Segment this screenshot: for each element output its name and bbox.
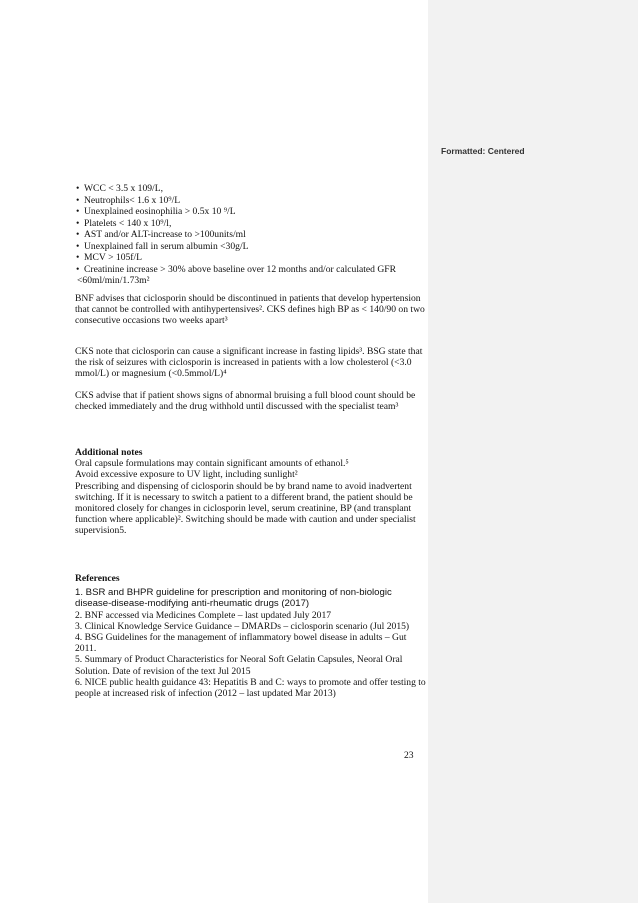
bullet-text: AST and/or ALT-increase to >100units/ml: [84, 229, 246, 240]
bullet-text: Unexplained fall in serum albumin <30g/L: [84, 240, 249, 252]
references-heading: References: [75, 573, 120, 584]
bullet-dot-icon: •: [76, 263, 80, 275]
bullet-dot-icon: •: [76, 217, 80, 229]
bullet-text: MCV > 105f/L: [84, 252, 143, 263]
reference-item: 4. BSG Guidelines for the management of inflammatory bowel disease in adults – Gut 2011.: [75, 632, 407, 655]
references-section: [75, 573, 427, 699]
reference-item: 3. Clinical Knowledge Service Guidance – DMARDs – ciclosporin scenario (Jul 2015): [75, 620, 410, 632]
monitoring-criteria: [75, 183, 427, 287]
bullet-text: Neutrophils< 1.6 x 10⁹/L: [84, 194, 181, 206]
additional-notes-section: [75, 447, 427, 537]
notes-line: Oral capsule formulations may contain significant amounts of ethanol.⁵: [75, 458, 349, 470]
bullet-dot-icon: •: [76, 206, 80, 217]
reference-item: 2. BNF accessed via Medicines Complete – last updated July 2017: [75, 609, 332, 621]
bullet-dot-icon: •: [76, 240, 80, 252]
monitoring-bullet: [75, 241, 427, 253]
cks-bruising-paragraph: CKS advise that if patient shows signs of abnormal bruising a full blood count should be checked immediately and the drug withhold until discussed with the specialist team³: [75, 390, 416, 413]
monitoring-bullet: [75, 183, 427, 195]
notes-line: Avoid excessive exposure to UV light, including sunlight²: [75, 469, 298, 481]
gfr-continuation: <60ml/min/1.73m²: [77, 275, 150, 286]
bullet-dot-icon: •: [76, 229, 80, 240]
bullet-text: Platelets < 140 x 10⁹/l,: [84, 217, 172, 229]
monitoring-bullet: [75, 252, 427, 264]
notes-line: Prescribing and dispensing of ciclosporin should be by brand name to avoid inadvertent switching. If it is necessary to switch a patient to a different brand, the patient should be monitored closely for changes in ciclosporin level, serum creatinine, BP (and transplant function where applicable)². Switching should be made with caution and under specialist supervision5.: [75, 480, 416, 537]
bnf-paragraph: BNF advises that ciclosporin should be discontinued in patients that develop hypertension that cannot be controlled with antihypertensives². CKS defines high BP as < 140/90 on two consecutive occasions two weeks apart³: [75, 293, 425, 327]
monitoring-bullet: [75, 264, 427, 276]
comments-sidebar: [428, 0, 638, 903]
additional-notes-heading: Additional notes: [75, 447, 143, 458]
reference-item: 1. BSR and BHPR guideline for prescription and monitoring of non-biologic disease-disease-modifying anti-rheumatic drugs (2017): [75, 587, 392, 610]
monitoring-bullet: [75, 206, 427, 218]
bullet-dot-icon: •: [76, 252, 80, 263]
monitoring-bullet: [75, 229, 427, 241]
bullet-text: WCC < 3.5 x 109/L,: [84, 183, 163, 194]
bullet-dot-icon: •: [76, 194, 80, 206]
bullet-text: Creatinine increase > 30% above baseline over 12 months and/or calculated GFR: [84, 263, 397, 275]
formatting-comment: Formatted: Centered: [441, 146, 525, 156]
monitoring-bullet: [75, 195, 427, 207]
reference-item: 5. Summary of Product Characteristics for Neoral Soft Gelatin Capsules, Neoral Oral Solution. Date of revision of the text Jul 2015: [75, 654, 403, 677]
reference-item: 6. NICE public health guidance 43: Hepatitis B and C: ways to promote and offer testing to people at increased risk of infection (2012 – last updated Mar 2013): [75, 676, 426, 700]
cks-lipids-paragraph: CKS note that ciclosporin can cause a significant increase in fasting lipids³. BSG state that the risk of seizures with ciclosporin is increased in patients with a low cholesterol (<3.0 mmol/L) or magnesium (<0.5mmol/L)⁴: [75, 346, 423, 380]
monitoring-bullet: [75, 218, 427, 230]
page-number: 23: [404, 750, 414, 761]
bullet-text: Unexplained eosinophilia > 0.5x 10 ⁹/L: [84, 206, 236, 217]
monitoring-bullet-list: [75, 183, 427, 275]
bullet-dot-icon: •: [76, 183, 80, 194]
